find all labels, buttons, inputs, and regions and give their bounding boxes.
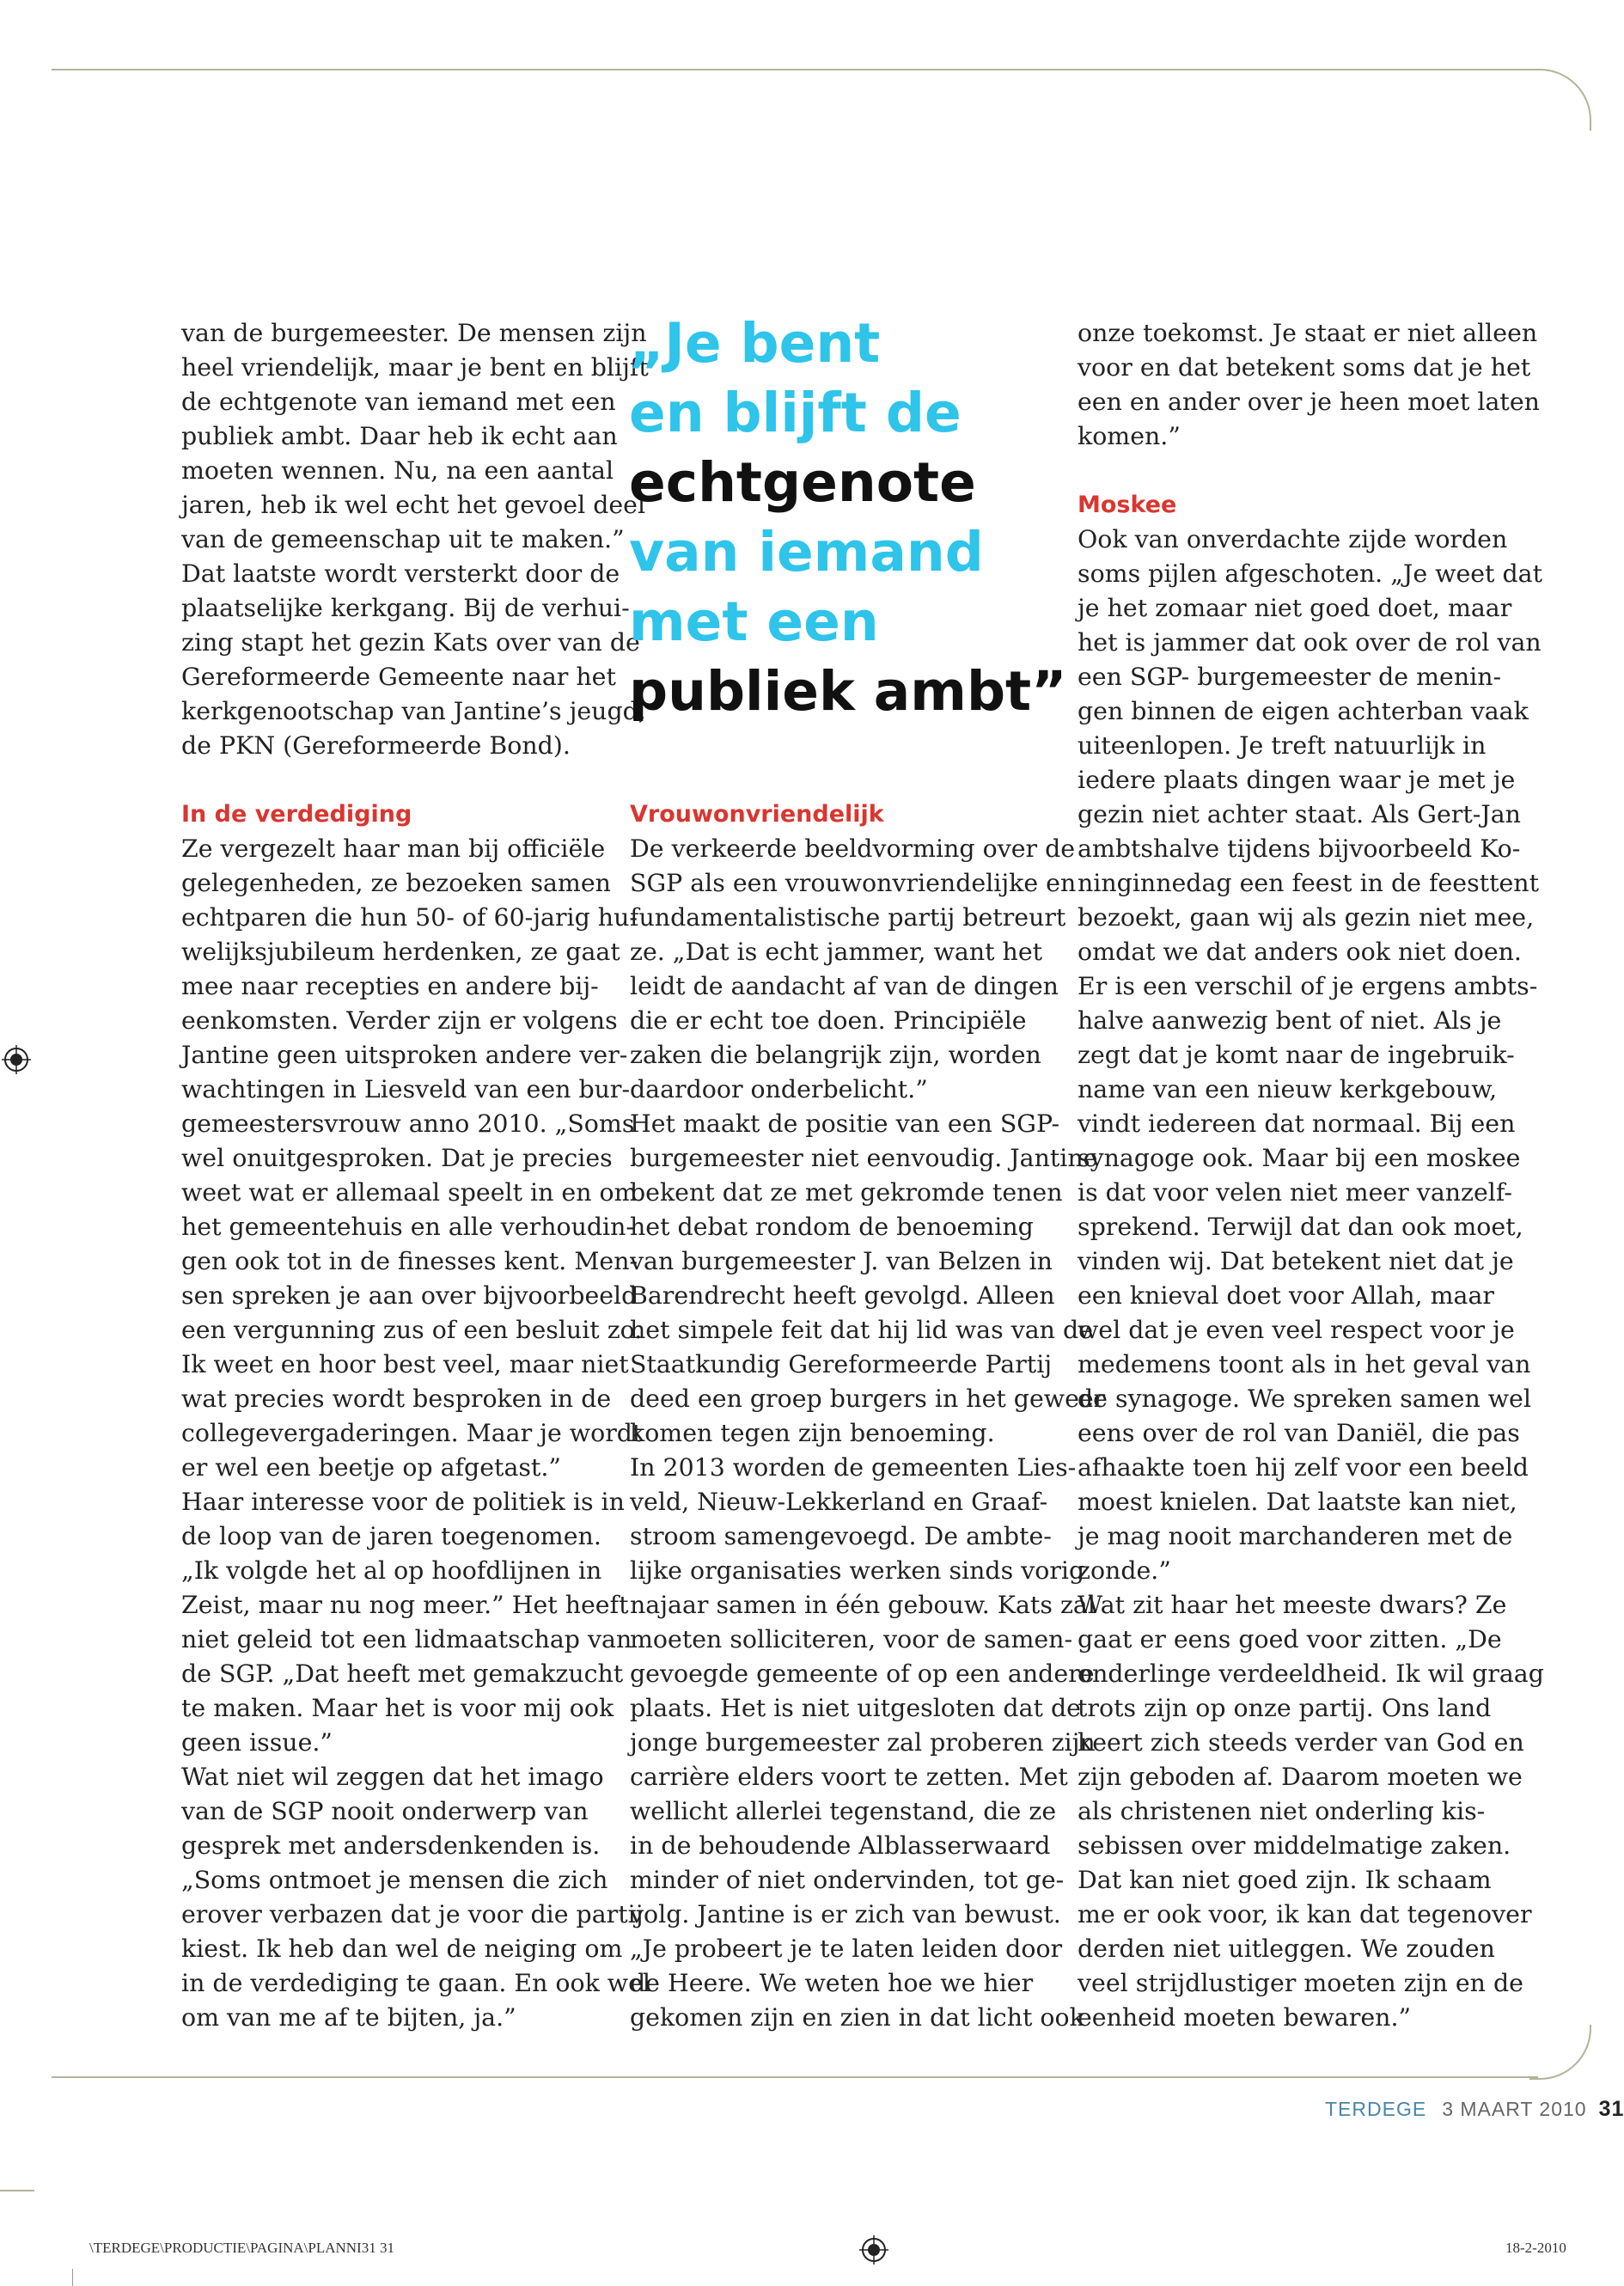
text-line: de echtgenote van iemand met een [181,388,616,416]
text-line: plaats. Het is niet uitgesloten dat de [630,1694,1081,1722]
text-line: trots zijn op onze partij. Ons land [1078,1694,1492,1722]
text-line: medemens toont als in het geval van [1078,1350,1531,1378]
text-line: wachtingen in Liesveld van een bur- [181,1075,631,1103]
text-line: een knieval doet voor Allah, maar [1078,1281,1494,1310]
text-line: stroom samengevoegd. De ambte- [630,1522,1052,1550]
text-line: er wel een beetje op afgetast.” [181,1453,561,1482]
text-line: vinden wij. Dat betekent niet dat je [1078,1247,1514,1275]
text-line: „Soms ontmoet je mensen die zich [181,1866,608,1894]
top-corner [1529,69,1591,131]
text-line: gaat er eens goed voor zitten. „De [1078,1625,1502,1653]
text-line: onderlinge verdeeldheid. Ik wil graag [1078,1659,1544,1688]
text-line: zijn geboden af. Daarom moeten we [1078,1763,1523,1791]
text-line: vindt iedereen dat normaal. Bij een [1078,1109,1516,1138]
text-line: Dat kan niet goed zijn. Ik schaam [1078,1866,1492,1894]
text-line: fundamentalistische partij betreurt [630,903,1066,932]
text-line: omdat we dat anders ook niet doen. [1078,938,1522,966]
heading-vrouwonvriendelijk: Vrouwonvriendelijk [630,801,884,828]
text-line: zonde.” [1078,1556,1171,1585]
text-line: als christenen niet onderling kis- [1078,1797,1486,1825]
text-line: voor en dat betekent soms dat je het [1078,353,1531,382]
text-line: de SGP. „Dat heeft met gemakzucht [181,1659,624,1688]
text-line: gelegenheden, ze bezoeken samen [181,869,611,897]
column-1 [181,316,650,2035]
page-footer [1325,2097,1624,2122]
footer-brand: TERDEGE [1325,2098,1427,2120]
text-line: Jantine geen uitsproken andere ver- [181,1041,628,1069]
text-line: Haar interesse voor de politiek is in [181,1488,625,1516]
slug-path: \TERDEGE\PRODUCTIE\PAGINA\PLANNI31 31 [89,2240,394,2256]
text-line: je mag nooit marchanderen met de [1078,1522,1513,1550]
text-line: wel dat je even veel respect voor je [1078,1316,1515,1344]
text-line: een en ander over je heen moet laten [1078,388,1540,416]
text-line: najaar samen in één gebouw. Kats zal [630,1591,1096,1619]
text-line: niet geleid tot een lidmaatschap van [181,1625,632,1653]
text-line: Ook van onverdachte zijde worden [1078,525,1508,553]
text-line: sen spreken je aan over bijvoorbeeld [181,1281,638,1310]
text-line: zaken die belangrijk zijn, worden [630,1041,1041,1069]
text-line: veld, Nieuw-Lekkerland en Graaf- [630,1488,1048,1516]
text-line: de Heere. We weten hoe we hier [630,1969,1034,1997]
col1-block2 [181,832,650,2035]
pull-quote-line: van iemand [629,521,984,584]
text-line: Gereformeerde Gemeente naar het [181,663,616,691]
text-line: gen ook tot in de finesses kent. Men- [181,1247,638,1275]
registration-mark-bottom-icon [859,2235,888,2265]
text-line: die er echt toe doen. Principiële [630,1006,1027,1035]
text-line: SGP als een vrouwonvriendelijke en [630,869,1077,897]
slug-date: 18-2-2010 [1505,2240,1566,2256]
heading-moskee: Moskee [1078,492,1177,518]
heading-in-de-verdediging: In de verdediging [181,801,412,828]
text-line: gevoegde gemeente of op een andere [630,1659,1095,1688]
text-line: jaren, heb ik wel echt het gevoel deel [181,491,646,519]
text-line: Barendrecht heeft gevolgd. Alleen [630,1281,1055,1310]
text-line: Zeist, maar nu nog meer.” Het heeft [181,1591,629,1619]
text-line: moeten solliciteren, voor de samen- [630,1625,1073,1653]
text-line: bezoekt, gaan wij als gezin niet mee, [1078,903,1535,932]
text-line: afhaakte toen hij zelf voor een beeld [1078,1453,1529,1482]
pull-quote-line: publiek ambt” [629,660,1067,723]
text-line: Er is een verschil of je ergens ambts- [1078,972,1538,1000]
text-line: de loop van de jaren toegenomen. [181,1522,601,1550]
text-line: sebissen over middelmatige zaken. [1078,1831,1511,1860]
text-line: geen issue.” [181,1728,333,1757]
text-line: gesprek met andersdenkenden is. [181,1831,601,1860]
text-line: om van me af te bijten, ja.” [181,2003,516,2032]
text-line: „Je probeert je te laten leiden door [630,1935,1063,1963]
text-line: veel strijdlustiger moeten zijn en de [1078,1969,1523,1997]
bottom-rule [52,2076,1538,2078]
text-line: gezin niet achter staat. Als Gert-Jan [1078,800,1521,828]
text-line: „Ik volgde het al op hoofdlijnen in [181,1556,602,1585]
text-line: kerkgenootschap van Jantine’s jeugd, [181,697,646,725]
text-line: wat precies wordt besproken in de [181,1384,612,1413]
crop-mark-vertical [72,2269,73,2286]
col3-block1 [1078,316,1540,454]
text-line: moeten wennen. Nu, na een aantal [181,456,614,485]
registration-mark-icon [2,1045,31,1074]
text-line: collegevergaderingen. Maar je wordt [181,1419,643,1447]
text-line: deed een groep burgers in het geweer [630,1384,1106,1413]
text-line: gekomen zijn en zien in dat licht ook [630,2003,1084,2032]
text-line: kiest. Ik heb dan wel de neiging om [181,1935,623,1963]
text-line: Het maakt de positie van een SGP- [630,1109,1060,1138]
text-line: de PKN (Gereformeerde Bond). [181,731,571,760]
pull-quote-line: met een [629,590,879,653]
text-line: van de gemeenschap uit te maken.” [181,525,625,553]
text-line: het simpele feit dat hij lid was van de [630,1316,1093,1344]
text-line: van de burgemeester. De mensen zijn [181,319,647,347]
text-line: eenheid moeten bewaren.” [1078,2003,1411,2032]
text-line: Dat laatste wordt versterkt door de [181,559,620,588]
text-line: je het zomaar niet goed doet, maar [1078,594,1512,622]
text-line: het is jammer dat ook over de rol van [1078,628,1542,657]
text-line: Staatkundig Gereformeerde Partij [630,1350,1053,1378]
pull-quote-line: en blijft de [629,382,962,444]
text-line: erover verbazen dat je voor die partij [181,1900,644,1928]
bottom-corner [1529,2025,1591,2080]
page-number: 31 [1598,2097,1624,2121]
pull-quote-line: echtgenote [629,451,976,514]
text-line: moest knielen. Dat laatste kan niet, [1078,1488,1517,1516]
text-line: daardoor onderbelicht.” [630,1075,928,1103]
text-line: keert zich steeds verder van God en [1078,1728,1524,1757]
text-line: welijksjubileum herdenken, ze gaat [181,938,620,966]
spacer [1078,454,1507,488]
text-line: te maken. Maar het is voor mij ook [181,1694,614,1722]
text-line: echtparen die hun 50- of 60-jarig hu- [181,903,638,932]
text-line: komen tegen zijn benoeming. [630,1419,995,1447]
text-line: een SGP- burgemeester de menin- [1078,663,1502,691]
text-line: ninginnedag een feest in de feesttent [1078,869,1539,897]
col1-block1 [181,316,649,763]
text-line: carrière elders voort te zetten. Met [630,1763,1068,1791]
column-2 [630,798,1106,2035]
text-line: soms pijlen afgeschoten. „Je weet dat [1078,559,1542,588]
text-line: volg. Jantine is er zich van bewust. [630,1900,1061,1928]
text-line: Wat niet wil zeggen dat het imago [181,1763,604,1791]
text-line: wellicht allerlei tegenstand, die ze [630,1797,1057,1825]
text-line: ze. „Dat is echt jammer, want het [630,938,1043,966]
text-line: halve aanwezig bent of niet. Als je [1078,1006,1502,1035]
text-line: gemeestersvrouw anno 2010. „Soms [181,1109,635,1138]
text-line: de synagoge. We spreken samen wel [1078,1384,1531,1413]
text-line: het debat rondom de benoeming [630,1213,1034,1241]
text-line: van de SGP nooit onderwerp van [181,1797,589,1825]
text-line: een vergunning zus of een besluit zo. [181,1316,643,1344]
text-line: mee naar recepties en andere bij- [181,972,599,1000]
text-line: heel vriendelijk, maar je bent en blijft [181,353,649,382]
text-line: in de behoudende Alblasserwaard [630,1831,1051,1860]
text-line: burgemeester niet eenvoudig. Jantine [630,1144,1098,1172]
crop-mark-left [0,2190,34,2191]
text-line: zing stapt het gezin Kats over van de [181,628,640,657]
text-line: derden niet uitleggen. We zouden [1078,1935,1495,1963]
text-line: gen binnen de eigen achterban vaak [1078,697,1529,725]
text-line: synagoge ook. Maar bij een moskee [1078,1144,1521,1172]
text-line: me er ook voor, ik kan dat tegenover [1078,1900,1532,1928]
text-line: minder of niet ondervinden, tot ge- [630,1866,1065,1894]
text-line: In 2013 worden de gemeenten Lies- [630,1453,1077,1482]
text-line: in de verdediging te gaan. En ook wel [181,1969,650,1997]
text-line: uiteenlopen. Je treft natuurlijk in [1078,731,1487,760]
top-rule [52,69,1538,70]
text-line: sprekend. Terwijl dat dan ook moet, [1078,1213,1523,1241]
text-line: komen.” [1078,422,1181,450]
text-line: iedere plaats dingen waar je met je [1078,766,1516,794]
text-line: name van een nieuw kerkgebouw, [1078,1075,1498,1103]
text-line: lijke organisaties werken sinds vorig [630,1556,1085,1585]
text-line: Wat zit haar het meeste dwars? Ze [1078,1591,1507,1619]
spacer [181,763,602,798]
text-line: plaatselijke kerkgang. Bij de verhui- [181,594,630,622]
text-line: Ik weet en hoor best veel, maar niet [181,1350,629,1378]
text-line: De verkeerde beeldvorming over de [630,834,1076,863]
text-line: publiek ambt. Daar heb ik echt aan [181,422,618,450]
pull-quote-line: „Je bent [629,312,881,375]
column-3 [1078,316,1544,2035]
text-line: van burgemeester J. van Belzen in [630,1247,1053,1275]
text-line: weet wat er allemaal speelt in en om [181,1178,638,1207]
text-line: bekent dat ze met gekromde tenen [630,1178,1063,1207]
text-line: zegt dat je komt naar de ingebruik- [1078,1041,1515,1069]
text-line: het gemeentehuis en alle verhoudin- [181,1213,634,1241]
text-line: Ze vergezelt haar man bij officiële [181,834,606,863]
text-line: leidt de aandacht af van de dingen [630,972,1059,1000]
col3-block2 [1078,523,1544,2035]
text-line: is dat voor velen niet meer vanzelf- [1078,1178,1512,1207]
text-line: ambtshalve tijdens bijvoorbeeld Ko- [1078,834,1521,863]
col2-block [630,832,1106,2035]
text-line: wel onuitgesproken. Dat je precies [181,1144,613,1172]
text-line: eens over de rol van Daniël, die pas [1078,1419,1520,1447]
text-line: eenkomsten. Verder zijn er volgens [181,1006,618,1035]
text-line: jonge burgemeester zal proberen zijn [630,1728,1096,1757]
footer-date: 3 MAART 2010 [1442,2098,1587,2120]
pull-quote [629,309,1067,726]
text-line: onze toekomst. Je staat er niet alleen [1078,319,1538,347]
